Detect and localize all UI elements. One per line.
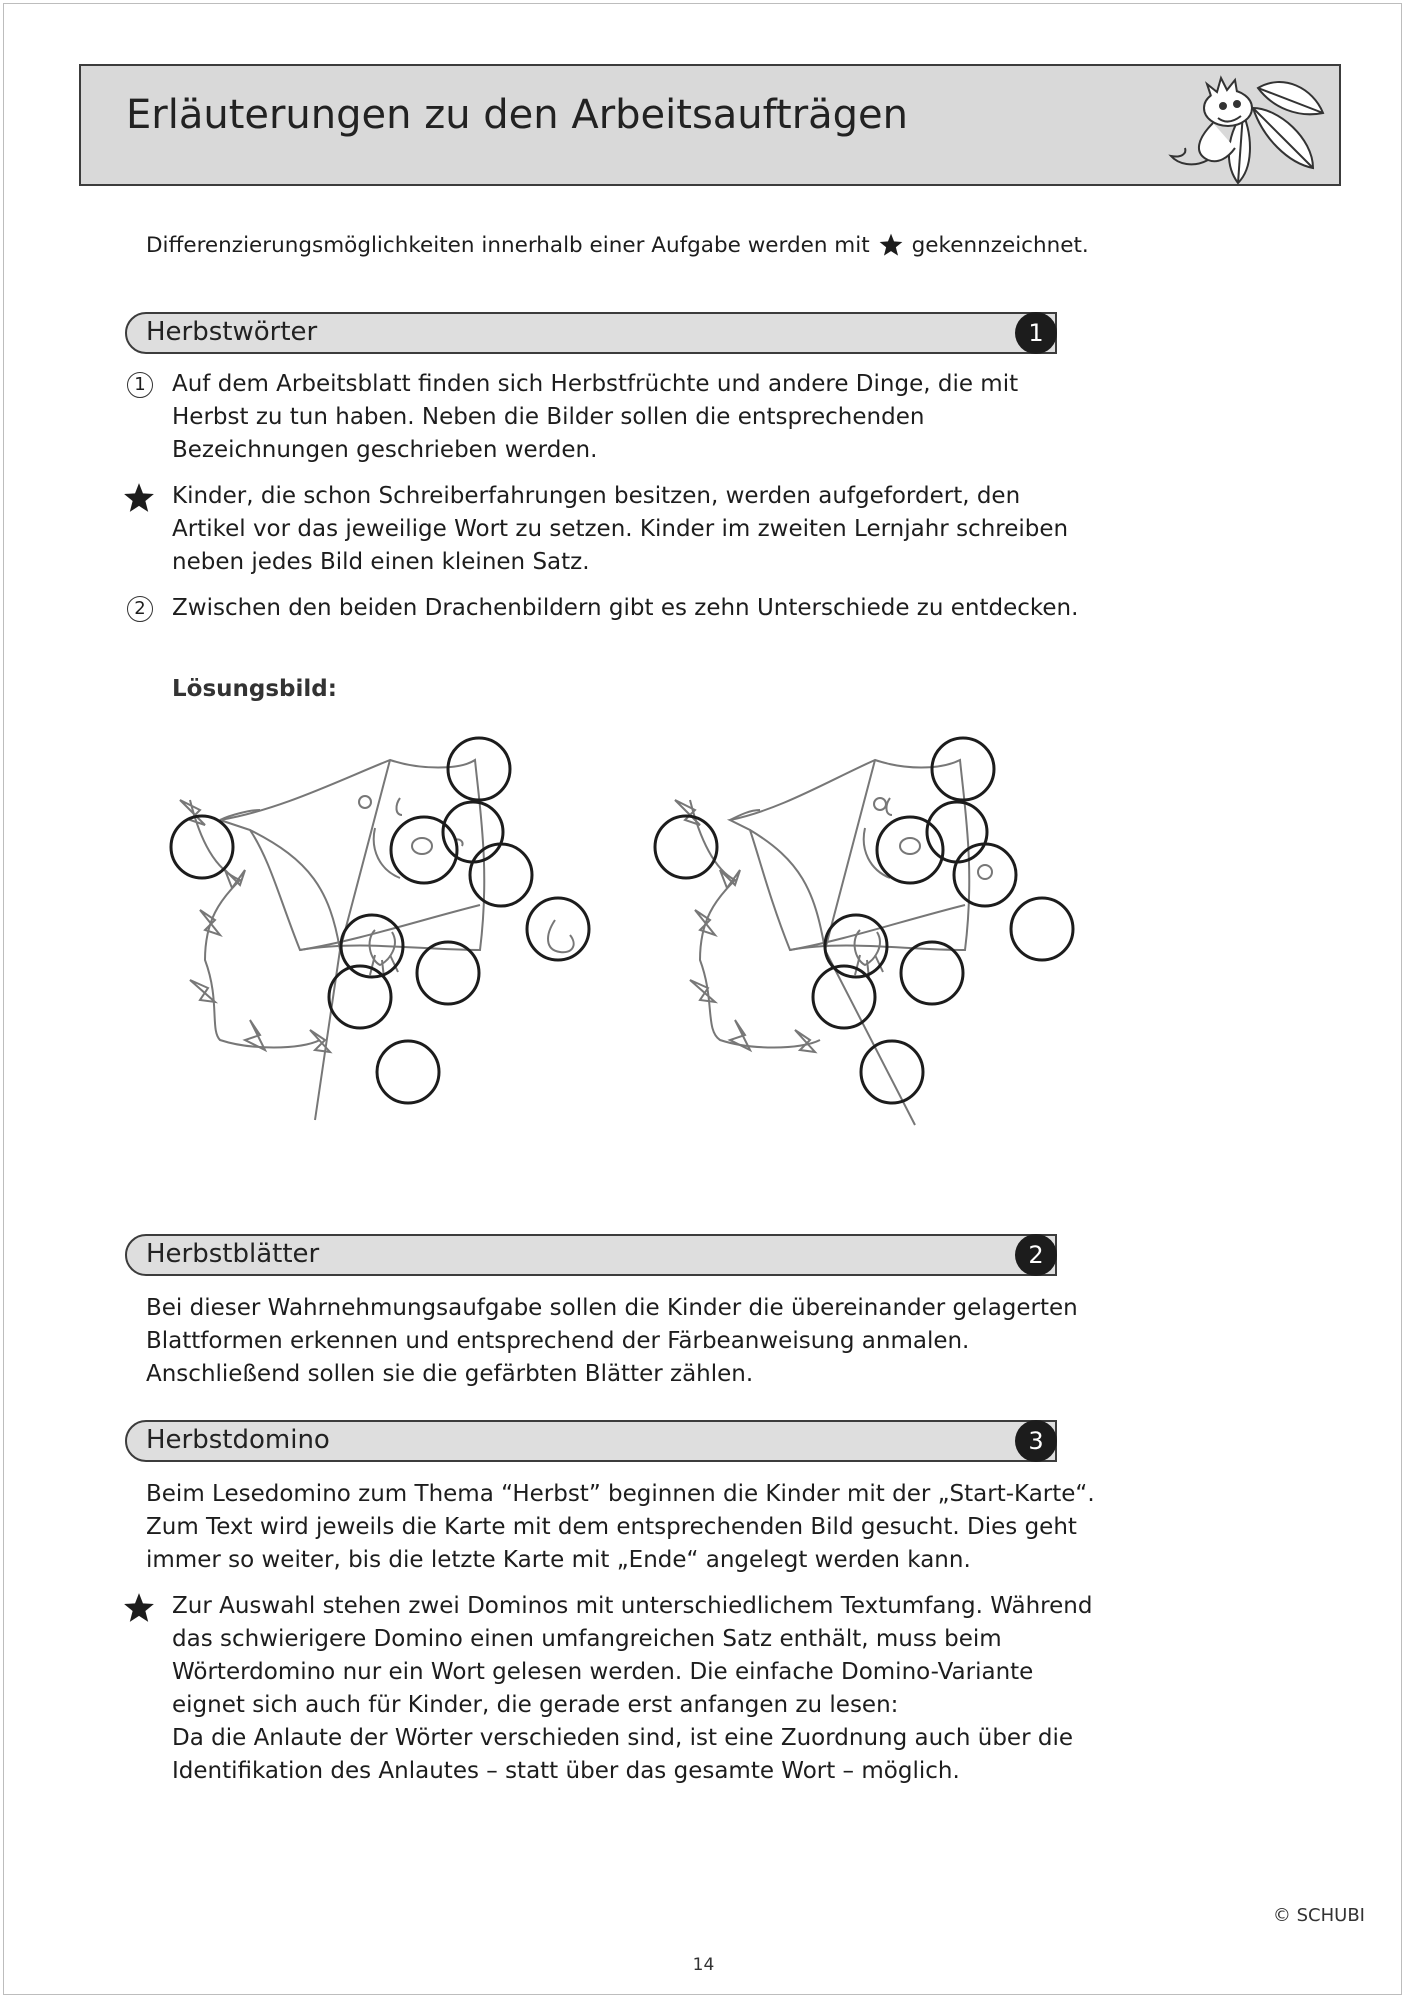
- text-line: Blattformen erkennen und entsprechend der Färbeanweisung anmalen.: [146, 1328, 970, 1354]
- section-title: Herbstwörter: [146, 317, 318, 347]
- text-line: Kinder, die schon Schreiberfahrungen besitzen, werden aufgefordert, den: [172, 483, 1021, 509]
- section-header-herbstdomino: [125, 1420, 1057, 1462]
- star-icon: [122, 481, 156, 515]
- text-line: Anschließend sollen sie die gefärbten Blätter zählen.: [146, 1361, 754, 1387]
- text-line: das schwierigere Domino einen umfangreichen Satz enthält, muss beim: [172, 1626, 1002, 1652]
- text-line: Auf dem Arbeitsblatt finden sich Herbstfrüchte und andere Dinge, die mit: [172, 371, 1019, 397]
- text-line: Zum Text wird jeweils die Karte mit dem entsprechenden Bild gesucht. Dies geht: [146, 1514, 1077, 1540]
- page-title: Erläuterungen zu den Arbeitsaufträgen: [126, 92, 909, 138]
- text-line: Da die Anlaute der Wörter verschieden sind, ist eine Zuordnung auch über die: [172, 1725, 1073, 1751]
- kite-solution-image-right: [640, 720, 1080, 1130]
- text-line: Identifikation des Anlautes – statt über das gesamte Wort – möglich.: [172, 1758, 960, 1784]
- text-line: Bei dieser Wahrnehmungsaufgabe sollen die Kinder die übereinander gelagerten: [146, 1295, 1078, 1321]
- text-line: neben jedes Bild einen kleinen Satz.: [172, 549, 590, 575]
- copyright: © SCHUBI: [1272, 1905, 1365, 1926]
- text-line: Wörterdomino nur ein Wort gelesen werden. Die einfache Domino-Variante: [172, 1659, 1034, 1685]
- intro-text: [146, 232, 1089, 258]
- solution-label: Lösungsbild:: [172, 676, 337, 702]
- section-number-badge: 3: [1015, 1420, 1057, 1462]
- intro-after: gekennzeichnet.: [911, 232, 1089, 258]
- task-number-marker: 2: [127, 596, 153, 622]
- differentiation-text-1: [172, 480, 1092, 579]
- text-line: Artikel vor das jeweilige Wort zu setzen. Kinder im zweiten Lernjahr schreiben: [172, 516, 1069, 542]
- text-line: Zur Auswahl stehen zwei Dominos mit unterschiedlichem Textumfang. Während: [172, 1593, 1093, 1619]
- kite-solution-image-left: [160, 720, 600, 1130]
- title-box: [79, 64, 1341, 186]
- star-icon: [122, 1591, 156, 1625]
- section-number-badge: 1: [1015, 312, 1057, 354]
- star-icon: [878, 232, 904, 258]
- page-number: 14: [692, 1955, 715, 1975]
- text-line: Bezeichnungen geschrieben werden.: [172, 437, 598, 463]
- text-line: Beim Lesedomino zum Thema “Herbst” beginnen die Kinder mit der „Start-Karte“.: [146, 1481, 1095, 1507]
- text-line: Herbst zu tun haben. Neben die Bilder sollen die entsprechenden: [172, 404, 925, 430]
- text-line: Zwischen den beiden Drachenbildern gibt es zehn Unterschiede zu entdecken.: [172, 595, 1079, 621]
- differentiation-text-3: [172, 1590, 1092, 1788]
- herbstdomino-text: [146, 1478, 1106, 1577]
- intro-before: Differenzierungsmöglichkeiten innerhalb einer Aufgabe werden mit: [146, 232, 870, 258]
- task-2-text: [134, 592, 1092, 625]
- section-header-herbstwoerter: [125, 312, 1057, 354]
- section-title: Herbstblätter: [146, 1239, 320, 1269]
- herbstblaetter-text: [146, 1292, 1106, 1391]
- text-line: immer so weiter, bis die letzte Karte mit „Ende“ angelegt werden kann.: [146, 1547, 971, 1573]
- task-number-marker: 1: [127, 372, 153, 398]
- section-number-badge: 2: [1015, 1234, 1057, 1276]
- section-title: Herbstdomino: [146, 1425, 330, 1455]
- section-header-herbstblaetter: [125, 1234, 1057, 1276]
- text-line: eignet sich auch für Kinder, die gerade erst anfangen zu lesen:: [172, 1692, 899, 1718]
- dragon-mascot-icon: [1163, 68, 1333, 186]
- task-1-text: [134, 368, 1092, 467]
